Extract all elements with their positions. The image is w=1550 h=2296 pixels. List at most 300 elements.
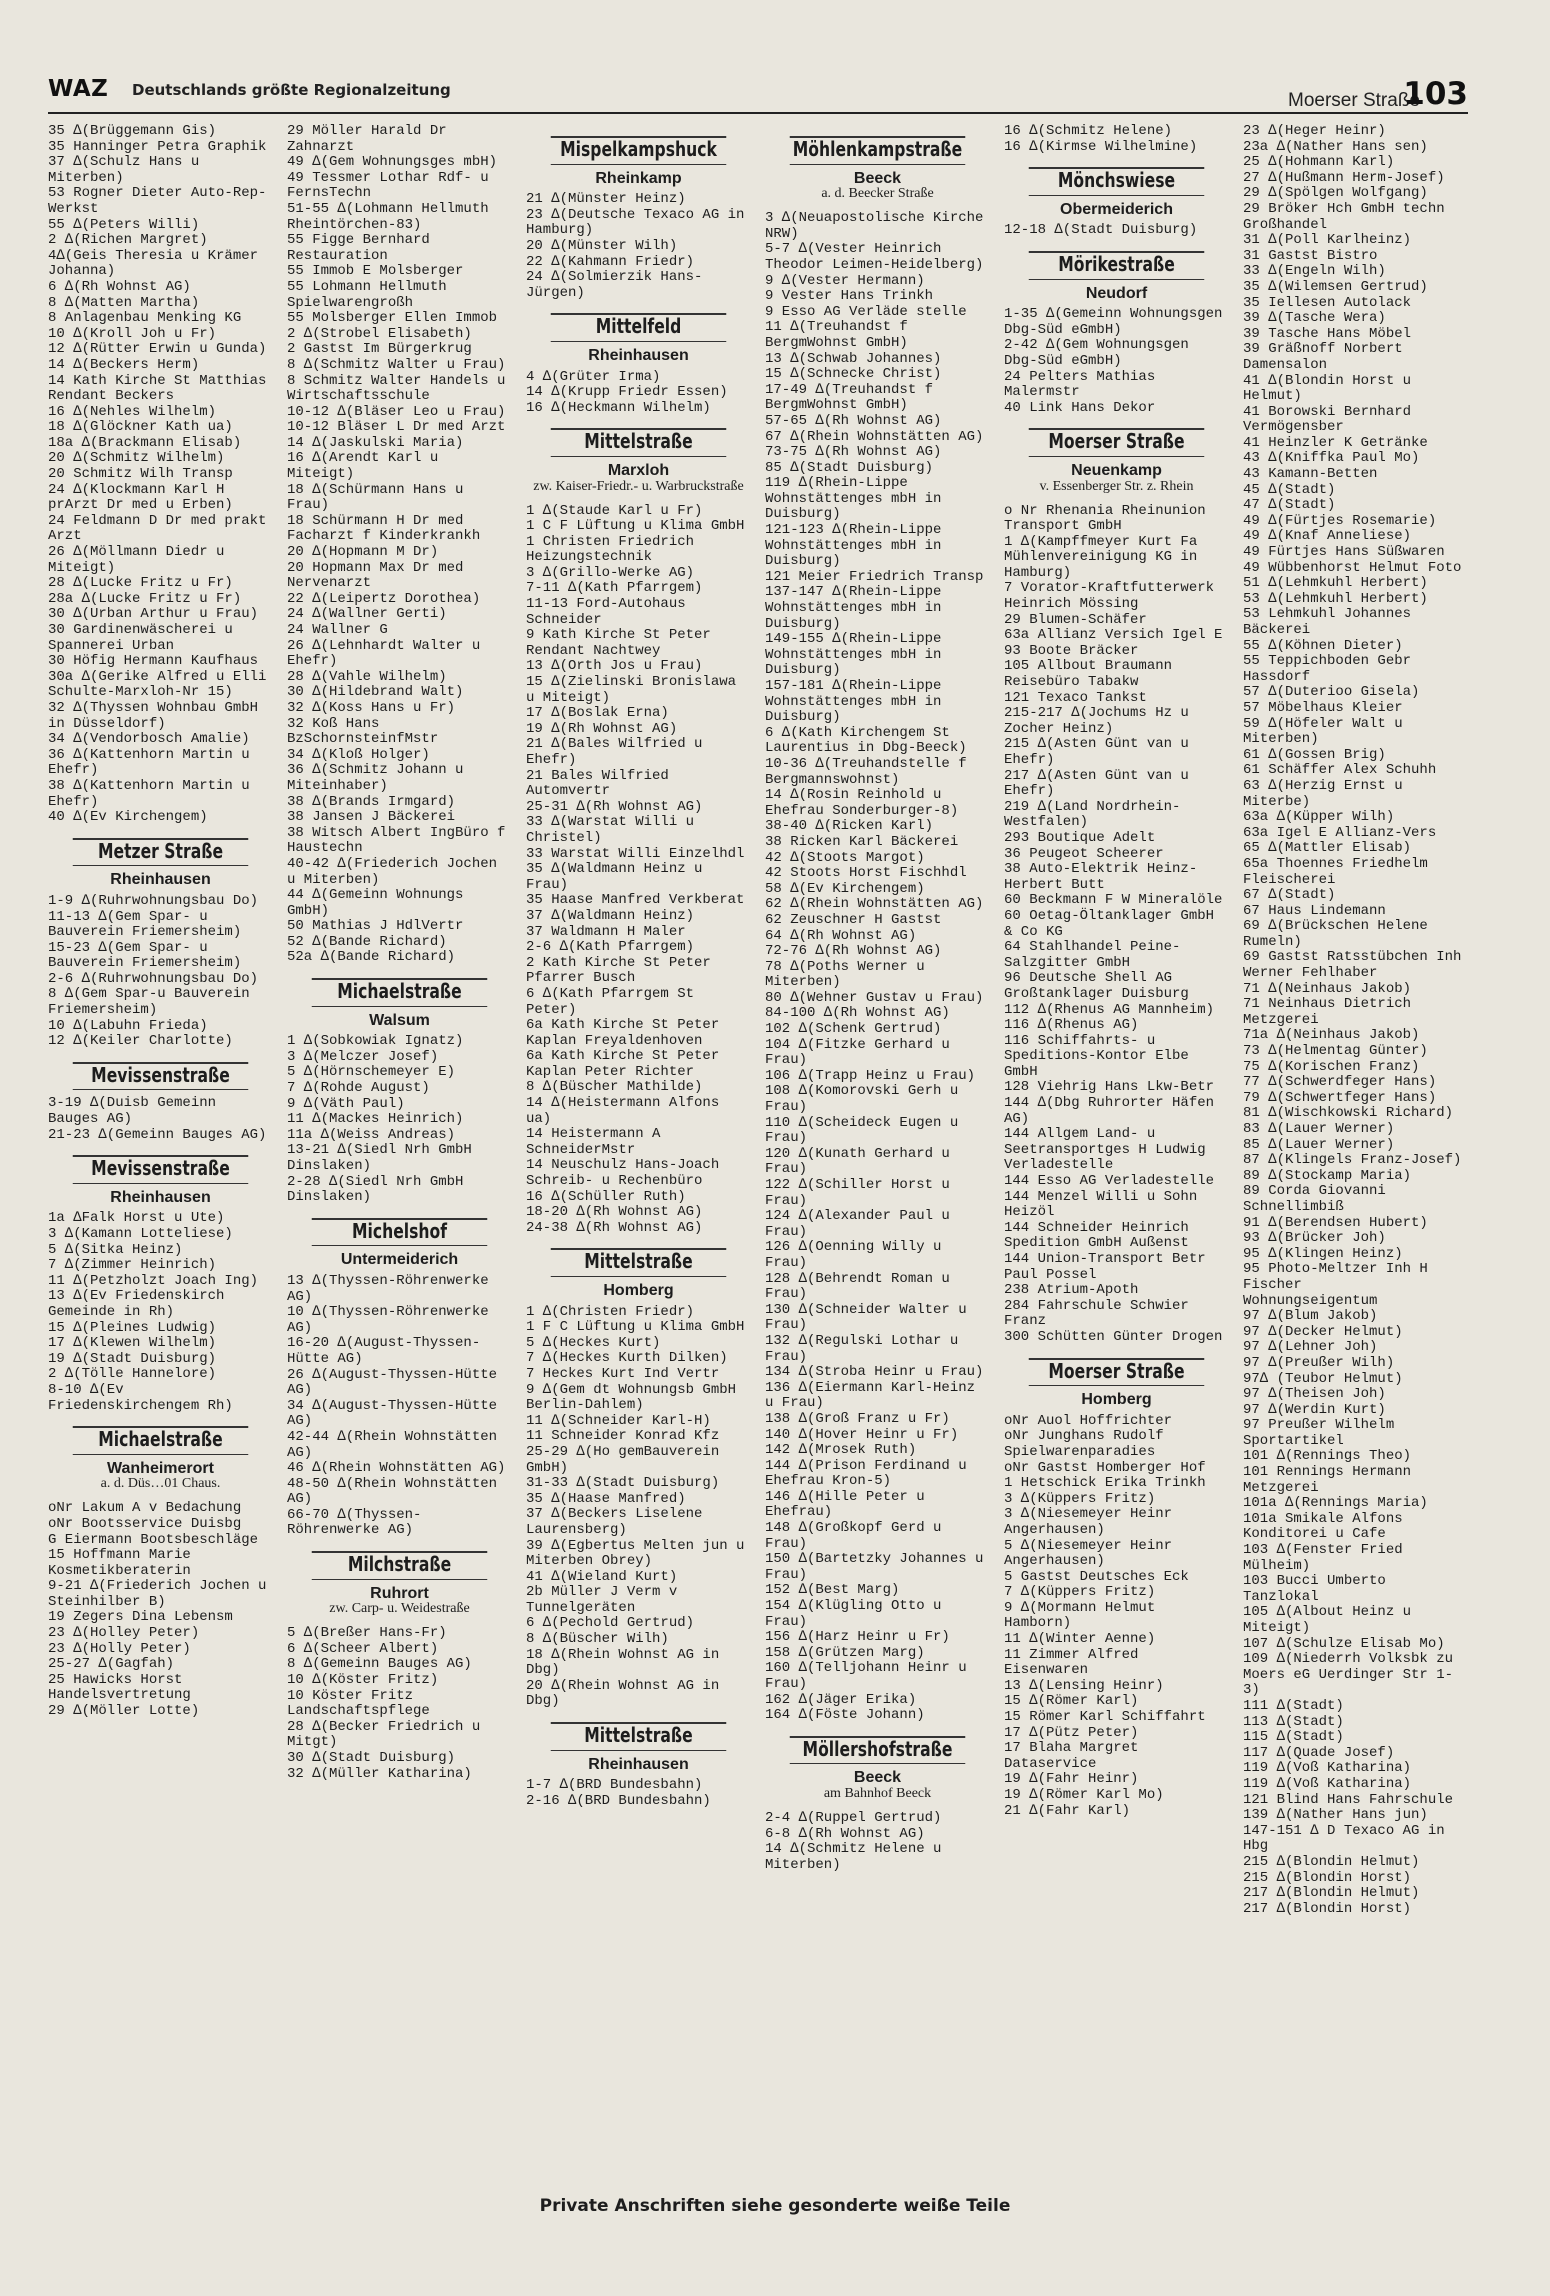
- address-entry: 40 ∆(Ev Kirchengem): [48, 809, 208, 826]
- running-head-street: Moerser Straße: [1288, 90, 1420, 111]
- street-heading: Michaelstraße: [312, 978, 488, 1007]
- address-entry: 93 ∆(Brücker Joh): [1243, 1230, 1386, 1247]
- address-entry: 15 ∆(Zielinski Bronislawa u Miteigt): [526, 674, 737, 706]
- address-entry: 16-20 ∆(August-Thyssen-Hütte AG): [287, 1335, 481, 1367]
- address-entry: 17 ∆(Pütz Peter): [1004, 1724, 1139, 1741]
- address-entry: 1-35 ∆(Gemeinn Wohnungsgen Dbg-Süd eGmbH): [1004, 306, 1223, 338]
- address-entry: 1 C F Lüftung u Klima GmbH: [526, 518, 745, 535]
- address-entry: 4∆(Geis Theresia u Krämer Johanna): [48, 247, 259, 280]
- directory-column: [1004, 124, 1229, 2174]
- address-entry: 12-18 ∆(Stadt Duisburg): [1004, 222, 1198, 239]
- street-location-note: v. Essenberger Str. z. Rhein: [1039, 478, 1194, 494]
- address-entry: 5 ∆(Niesemeyer Heinr Angerhausen): [1004, 1537, 1173, 1570]
- address-entry: 24 ∆(Solmierzik Hans-Jürgen): [526, 269, 703, 301]
- street-section: [48, 838, 273, 888]
- address-entry: 1 Christen Friedrich Heizungstechnik: [526, 533, 695, 566]
- directory-column: [765, 124, 990, 2174]
- address-entry: 55 Teppichboden Gebr Hassdorf: [1243, 653, 1412, 685]
- street-heading: Metzer Straße: [73, 838, 249, 867]
- address-entry: 9 Vester Hans Trinkh: [765, 288, 934, 305]
- address-entry: 18a ∆(Brackmann Elisab): [48, 434, 242, 451]
- street-section: [526, 428, 751, 497]
- address-entry: 112 ∆(Rhenus AG Mannheim): [1004, 1001, 1215, 1018]
- address-entry: 25 Hawicks Horst Handelsvertretung: [48, 1671, 191, 1704]
- address-entry: 96 Deutsche Shell AG Großtanklager Duisburg: [1004, 970, 1189, 1002]
- address-entry: 154 ∆(Klügling Otto u Frau): [765, 1598, 942, 1630]
- address-entry: 73 ∆(Helmentag Günter): [1243, 1043, 1428, 1060]
- address-entry: 7 ∆(Heckes Kurth Dilken): [526, 1350, 728, 1367]
- address-entry: 108 ∆(Komorovski Gerh u Frau): [765, 1083, 959, 1116]
- address-entry: 36 Peugeot Scheerer: [1004, 845, 1164, 862]
- address-entry: 37 ∆(Waldmann Heinz): [526, 907, 695, 924]
- address-entry: 1 ∆(Christen Friedr): [526, 1303, 695, 1320]
- street-section: [48, 1426, 273, 1495]
- masthead: [48, 70, 1468, 114]
- address-entry: 132 ∆(Regulski Lothar u Frau): [765, 1332, 959, 1365]
- address-entry: 128 Viehrig Hans Lkw-Betr: [1004, 1079, 1215, 1096]
- address-entry: 77 ∆(Schwerdfeger Hans): [1243, 1074, 1437, 1091]
- address-entry: 103 Bucci Umberto Tanzlokal: [1243, 1573, 1386, 1605]
- street-heading: Mittelfeld: [551, 313, 727, 342]
- address-entry: 144 Schneider Heinrich Spedition GmbH Außenst: [1004, 1219, 1189, 1252]
- address-entry: 14 ∆(Rosin Reinhold u Ehefrau Sonderburger-8): [765, 787, 959, 819]
- address-entry: oNr Junghans Rudolf Spielwarenparadies: [1004, 1428, 1164, 1460]
- address-entry: 8 ∆(Matten Martha): [48, 294, 200, 311]
- address-entry: 3 ∆(Grillo-Werke AG): [526, 564, 695, 581]
- address-entry: 15 ∆(Pleines Ludwig): [48, 1319, 217, 1336]
- address-entry: 34 ∆(Vendorbosch Amalie): [48, 731, 250, 748]
- address-entry: 147-151 ∆ D Texaco AG in Hbg: [1243, 1822, 1445, 1855]
- address-entry: 37 Waldmann H Maler: [526, 923, 686, 940]
- district-label: Rheinhausen: [588, 346, 689, 364]
- address-entry: 11 ∆(Treuhandst f BergmWohnst GmbH): [765, 319, 908, 351]
- address-entry: 37 ∆(Schulz Hans u Miterben): [48, 154, 200, 186]
- address-entry: 28 ∆(Becker Friedrich u Mitgt): [287, 1718, 481, 1751]
- address-entry: 11 Schneider Konrad Kfz: [526, 1428, 720, 1445]
- address-entry: 13 ∆(Ev Friedenskirch Gemeinde in Rh): [48, 1288, 225, 1320]
- address-entry: 35 ∆(Wilemsen Gertrud): [1243, 278, 1428, 295]
- address-entry: 2b Müller J Verm v Tunnelgeräten: [526, 1584, 678, 1616]
- street-heading: Mittelstraße: [551, 1248, 727, 1277]
- street-section: [765, 136, 990, 205]
- address-entry: 31 Gastst Bistro: [1243, 247, 1378, 264]
- address-entry: 149-155 ∆(Rhein-Lippe Wohnstättenges mbH in Duisburg): [765, 631, 942, 679]
- address-entry: 19 Zegers Dina Lebensm: [48, 1609, 233, 1626]
- address-entry: 97 Preußer Wilhelm Sportartikel: [1243, 1417, 1395, 1449]
- street-section: [1004, 251, 1229, 301]
- address-entry: 52a ∆(Bande Richard): [287, 949, 456, 966]
- address-entry: 2 ∆(Richen Margret): [48, 232, 208, 249]
- address-entry: 35 ∆(Haase Manfred): [526, 1490, 686, 1507]
- street-heading: Möhlenkampstraße: [790, 136, 966, 165]
- address-entry: 5 ∆(Heckes Kurt): [526, 1334, 661, 1351]
- address-entry: 11 ∆(Schneider Karl-H): [526, 1412, 711, 1429]
- address-entry: 40-42 ∆(Friederich Jochen u Miterben): [287, 855, 498, 888]
- address-entry: 38 Witsch Albert IngBüro f Haustechn: [287, 824, 506, 857]
- address-entry: 4 ∆(Grüter Irma): [526, 368, 661, 385]
- address-entry: 57-65 ∆(Rh Wohnst AG): [765, 412, 942, 429]
- address-entry: 49 ∆(Gem Wohnungsges mbH): [287, 154, 498, 171]
- address-entry: 21 ∆(Münster Heinz): [526, 191, 686, 208]
- address-entry: 20 Hopmann Max Dr med Nervenarzt: [287, 559, 464, 592]
- address-entry: 119 ∆(Voß Katharina): [1243, 1775, 1412, 1792]
- street-section: [287, 1218, 512, 1268]
- address-entry: 14 ∆(Schmitz Helene u Miterben): [765, 1841, 942, 1873]
- address-entry: 293 Boutique Adelt: [1004, 829, 1156, 846]
- address-entry: 41 Heinzler K Getränke: [1243, 434, 1428, 451]
- address-entry: 1 F C Lüftung u Klima GmbH: [526, 1319, 745, 1336]
- district-label: Walsum: [369, 1011, 430, 1029]
- district-label: Homberg: [1081, 1391, 1152, 1409]
- address-entry: 19 ∆(Römer Karl Mo): [1004, 1787, 1164, 1803]
- address-entry: 101 Rennings Hermann Metzgerei: [1243, 1464, 1412, 1496]
- address-entry: 7 ∆(Zimmer Heinrich): [48, 1257, 217, 1274]
- address-entry: 52 ∆(Bande Richard): [287, 933, 447, 950]
- street-section: [1004, 1358, 1229, 1408]
- address-entry: 61 ∆(Gossen Brig): [1243, 746, 1386, 763]
- address-entry: 48-50 ∆(Rhein Wohnstätten AG): [287, 1475, 498, 1508]
- address-entry: 20 ∆(Münster Wilh): [526, 237, 678, 254]
- address-entry: 53 Lehmkuhl Johannes Bäckerei: [1243, 606, 1412, 638]
- address-entry: o Nr Rhenania Rheinunion Transport GmbH: [1004, 502, 1206, 535]
- address-entry: 53 Rogner Dieter Auto-Rep-Werkst: [48, 185, 267, 217]
- address-entry: 24-38 ∆(Rh Wohnst AG): [526, 1219, 703, 1236]
- address-entry: 9 Esso AG Verläde stelle: [765, 303, 967, 320]
- street-location-note: am Bahnhof Beeck: [823, 1785, 932, 1801]
- address-entry: 51 ∆(Lehmkuhl Herbert): [1243, 575, 1428, 592]
- address-entry: 35 Hanninger Petra Graphik: [48, 138, 267, 155]
- address-entry: 140 ∆(Hover Heinr u Fr): [765, 1426, 959, 1443]
- address-entry: 58 ∆(Ev Kirchengem): [765, 880, 925, 897]
- address-entry: 16 ∆(Schmitz Helene): [1004, 124, 1173, 139]
- address-entry: 11 Zimmer Alfred Eisenwaren: [1004, 1646, 1139, 1679]
- masthead-brand: WAZ: [48, 76, 109, 102]
- address-entry: 97 ∆(Preußer Wilh): [1243, 1354, 1395, 1371]
- address-entry: 64 Stahlhandel Peine-Salzgitter GmbH: [1004, 939, 1181, 971]
- address-entry: 55 ∆(Köhnen Dieter): [1243, 637, 1403, 654]
- directory-column: [1243, 124, 1468, 2174]
- address-entry: 34 ∆(August-Thyssen-Hütte AG): [287, 1397, 498, 1430]
- address-entry: 29 ∆(Spölgen Wolfgang): [1243, 185, 1428, 202]
- street-heading: Mevissenstraße: [73, 1062, 249, 1091]
- address-entry: 29 Bröker Hch GmbH techn Großhandel: [1243, 200, 1445, 233]
- address-entry: 3 ∆(Melczer Josef): [287, 1048, 439, 1065]
- address-entry: 38 ∆(Kattenhorn Martin u Ehefr): [48, 777, 250, 810]
- address-entry: 21 Bales Wilfried Automvertr: [526, 767, 669, 800]
- address-entry: 1-9 ∆(Ruhrwohnungsbau Do): [48, 892, 259, 909]
- address-entry: 101 ∆(Rennings Theo): [1243, 1448, 1412, 1465]
- address-entry: 63a Igel E Allianz-Vers: [1243, 824, 1437, 841]
- address-entry: 38 ∆(Brands Irmgard): [287, 793, 456, 810]
- district-label: Rheinkamp: [595, 169, 682, 187]
- address-entry: 9 ∆(Vester Hermann): [765, 272, 925, 289]
- district-label: Homberg: [603, 1282, 674, 1299]
- address-entry: 10 ∆(Köster Fritz): [287, 1672, 439, 1689]
- district-label: Rheinhausen: [588, 1755, 689, 1773]
- address-entry: 65a Thoennes Friedhelm Fleischerei: [1243, 855, 1428, 888]
- street-location-note: zw. Kaiser-Friedr.- u. Warbruckstraße: [533, 478, 744, 494]
- address-entry: 25-29 ∆(Ho gemBauverein GmbH): [526, 1443, 720, 1476]
- address-entry: 162 ∆(Jäger Erika): [765, 1691, 917, 1708]
- street-heading: Mispelkampshuck: [551, 136, 727, 165]
- address-entry: 10 Köster Fritz Landschaftspflege: [287, 1687, 430, 1720]
- street-heading: Möllershofstraße: [790, 1736, 966, 1765]
- district-label: Neudorf: [1085, 284, 1148, 302]
- address-entry: 43 ∆(Kniffka Paul Mo): [1243, 450, 1420, 467]
- directory-columns: [48, 124, 1468, 2174]
- address-entry: 30 ∆(Urban Arthur u Frau): [48, 606, 259, 623]
- address-entry: 101a ∆(Rennings Maria): [1243, 1495, 1428, 1512]
- address-entry: 45 ∆(Stadt): [1243, 481, 1336, 498]
- street-heading: Mönchswiese: [1029, 167, 1205, 196]
- directory-column: [287, 124, 512, 2174]
- address-entry: 284 Fahrschule Schwier Franz: [1004, 1297, 1189, 1330]
- address-entry: 17 Blaha Margret Dataservice: [1004, 1740, 1139, 1772]
- address-entry: 60 Oetag-Öltanklager GmbH & Co KG: [1004, 907, 1215, 940]
- address-entry: 15 ∆(Schnecke Christ): [765, 366, 942, 383]
- address-entry: 24 ∆(Klockmann Karl H prArzt Dr med u Erben): [48, 481, 233, 514]
- district-label: Beeck: [853, 169, 902, 187]
- address-entry: 24 Feldmann D Dr med prakt Arzt: [48, 512, 267, 545]
- address-entry: 23 ∆(Heger Heinr): [1243, 124, 1386, 139]
- address-entry: 55 ∆(Peters Willi): [48, 216, 200, 233]
- address-entry: 42 ∆(Stoots Margot): [765, 849, 925, 866]
- address-entry: 14 ∆(Beckers Herm): [48, 356, 200, 373]
- street-heading: Mittelstraße: [551, 428, 727, 457]
- address-entry: oNr Auol Hoffrichter: [1004, 1412, 1173, 1429]
- street-location-note: zw. Carp- u. Weidestraße: [329, 1601, 470, 1617]
- address-entry: 13 ∆(Schwab Johannes): [765, 350, 942, 367]
- address-entry: 17 ∆(Boslak Erna): [526, 705, 669, 722]
- address-entry: 219 ∆(Land Nordrhein-Westfalen): [1004, 798, 1181, 831]
- address-entry: 2-16 ∆(BRD Bundesbahn): [526, 1792, 711, 1809]
- address-entry: 14 ∆(Heistermann Alfons ua): [526, 1095, 720, 1127]
- address-entry: 35 Haase Manfred Verkberat: [526, 892, 745, 909]
- address-entry: 75 ∆(Korischen Franz): [1243, 1058, 1420, 1075]
- address-entry: 144 ∆(Prison Ferdinand u Ehefrau Kron-5): [765, 1457, 967, 1490]
- address-entry: 29 Blumen-Schäfer: [1004, 611, 1147, 628]
- address-entry: 16 ∆(Schüller Ruth): [526, 1188, 686, 1205]
- address-entry: 217 ∆(Blondin Helmut): [1243, 1885, 1420, 1902]
- address-entry: 32 ∆(Thyssen Wohnbau GmbH in Düsseldorf): [48, 699, 259, 732]
- address-entry: 121-123 ∆(Rhein-Lippe Wohnstättenges mbH in Duisburg): [765, 522, 942, 570]
- address-entry: 42 Stoots Horst Fischhdl: [765, 865, 967, 882]
- address-entry: 60 Beckmann F W Mineralöle: [1004, 892, 1223, 909]
- address-entry: 95 Photo-Meltzer Inh H Fischer: [1243, 1261, 1428, 1293]
- address-entry: 6 ∆(Scheer Albert): [287, 1640, 439, 1657]
- address-entry: 38 Ricken Karl Bäckerei: [765, 833, 959, 850]
- address-entry: 20 ∆(Hopmann M Dr): [287, 544, 439, 561]
- address-entry: 42-44 ∆(Rhein Wohnstätten AG): [287, 1428, 498, 1461]
- address-entry: 8 ∆(Gemeinn Bauges AG): [287, 1656, 472, 1673]
- address-entry: 85 ∆(Stadt Duisburg): [765, 459, 934, 476]
- address-entry: 137-147 ∆(Rhein-Lippe Wohnstättenges mbH in Duisburg): [765, 584, 942, 632]
- street-heading: Moerser Straße: [1029, 428, 1205, 457]
- address-entry: 8 ∆(Büscher Wilh): [526, 1631, 669, 1648]
- address-entry: 25-27 ∆(Gagfah): [48, 1656, 175, 1673]
- address-entry: 55 Lohmann Hellmuth Spielwarengroßh: [287, 278, 447, 311]
- address-entry: 18 ∆(Glöckner Kath ua): [48, 419, 233, 436]
- address-entry: 35 Iellesen Autolack: [1243, 294, 1412, 311]
- address-entry: 30 ∆(Stadt Duisburg): [287, 1750, 456, 1766]
- address-entry: 91 ∆(Berendsen Hubert): [1243, 1214, 1428, 1231]
- street-section: [1004, 167, 1229, 217]
- street-heading: Mevissenstraße: [73, 1155, 249, 1184]
- address-entry: 36 ∆(Kattenhorn Martin u Ehefr): [48, 746, 250, 779]
- address-entry: 6 ∆(Rh Wohnst AG): [48, 278, 191, 295]
- address-entry: 128 ∆(Behrendt Roman u Frau): [765, 1270, 950, 1303]
- address-entry: 89 Corda Giovanni Schnellimbiß: [1243, 1183, 1386, 1215]
- address-entry: 40 Link Hans Dekor: [1004, 399, 1156, 416]
- address-entry: 144 Allgem Land- u Seetransportges H Ludwig Verladestelle: [1004, 1126, 1206, 1174]
- address-entry: 49 Tessmer Lothar Rdf- u FernsTechn: [287, 169, 489, 202]
- directory-column: [526, 124, 751, 2174]
- address-entry: 30 Gardinenwäscherei u Spannerei Urban: [48, 622, 233, 654]
- address-entry: 7 ∆(Rohde August): [287, 1080, 430, 1097]
- masthead-tagline: Deutschlands größte Regionalzeitung: [132, 81, 451, 99]
- address-entry: 150 ∆(Bartetzky Johannes u Frau): [765, 1551, 984, 1583]
- address-entry: 41 ∆(Wieland Kurt): [526, 1568, 678, 1585]
- address-entry: 102 ∆(Schenk Gertrud): [765, 1021, 942, 1038]
- address-entry: 105 ∆(Albout Heinz u Miteigt): [1243, 1604, 1412, 1636]
- address-entry: 71 Neinhaus Dietrich Metzgerei: [1243, 996, 1412, 1028]
- address-entry: 84-100 ∆(Rh Wohnst AG): [765, 1005, 950, 1022]
- street-section: [1004, 428, 1229, 497]
- address-entry: 2-6 ∆(Kath Pfarrgem): [526, 939, 695, 956]
- address-entry: 1 ∆(Sobkowiak Ignatz): [287, 1033, 464, 1050]
- address-entry: 6 ∆(Kath Kirchengem St Laurentius in Dbg-Beeck): [765, 724, 967, 757]
- address-entry: 81 ∆(Wischkowski Richard): [1243, 1105, 1454, 1122]
- address-entry: 69 Gastst Ratsstübchen Inh Werner Fehlhaber: [1243, 949, 1462, 982]
- address-entry: 116 ∆(Rhenus AG): [1004, 1017, 1139, 1034]
- address-entry: 7 Heckes Kurt Ind Vertr: [526, 1365, 720, 1382]
- address-entry: 23 ∆(Deutsche Texaco AG in Hamburg): [526, 206, 745, 239]
- address-entry: 51-55 ∆(Lohmann Hellmuth Rheintörchen-83): [287, 200, 489, 233]
- address-entry: 5 ∆(Sitka Heinz): [48, 1241, 183, 1258]
- address-entry: 8 Schmitz Walter Handels u Wirtschaftsschule: [287, 372, 506, 405]
- address-entry: 16 ∆(Arendt Karl u Miteigt): [287, 450, 439, 483]
- address-entry: 14 ∆(Jaskulski Maria): [287, 434, 464, 451]
- address-entry: 55 Molsberger Ellen Immob: [287, 310, 498, 327]
- address-entry: 9 ∆(Väth Paul): [287, 1095, 405, 1112]
- address-entry: 144 Union-Transport Betr Paul Possel: [1004, 1251, 1206, 1283]
- address-entry: 36 ∆(Schmitz Johann u Miteinhaber): [287, 762, 464, 794]
- address-entry: 41 Borowski Bernhard Vermögensber: [1243, 403, 1412, 436]
- address-entry: 62 Zeuschner H Gastst: [765, 911, 942, 928]
- address-entry: 19 ∆(Rh Wohnst AG): [526, 720, 678, 737]
- address-entry: 35 ∆(Waldmann Heinz u Frau): [526, 861, 703, 893]
- street-section: [526, 313, 751, 363]
- address-entry: oNr Lakum A v Bedachung: [48, 1500, 242, 1517]
- address-entry: 5-7 ∆(Vester Heinrich Theodor Leimen-Heidelberg): [765, 241, 984, 273]
- address-entry: 1-7 ∆(BRD Bundesbahn): [526, 1777, 703, 1794]
- address-entry: 46 ∆(Rhein Wohnstätten AG): [287, 1460, 506, 1477]
- address-entry: 3 ∆(Niesemeyer Heinr Angerhausen): [1004, 1506, 1173, 1538]
- address-entry: 1a ∆Falk Horst u Ute): [48, 1210, 225, 1227]
- address-entry: 28 ∆(Vahle Wilhelm): [287, 668, 447, 685]
- address-entry: 157-181 ∆(Rhein-Lippe Wohnstättenges mbH in Duisburg): [765, 678, 942, 726]
- address-entry: 32 Koß Hans BzSchornsteinfMstr: [287, 715, 439, 748]
- address-entry: 6 ∆(Pechold Gertrud): [526, 1615, 695, 1632]
- address-entry: 6-8 ∆(Rh Wohnst AG): [765, 1825, 925, 1842]
- address-entry: 26 ∆(August-Thyssen-Hütte AG): [287, 1366, 498, 1399]
- address-entry: 1 ∆(Kampffmeyer Kurt Fa Mühlenvereinigung KG in Hamburg): [1004, 533, 1198, 581]
- address-entry: 97 ∆(Decker Helmut): [1243, 1323, 1403, 1340]
- address-entry: 16 ∆(Kirmse Wilhelmine): [1004, 138, 1198, 155]
- address-entry: 30 ∆(Hildebrand Walt): [287, 684, 464, 701]
- address-entry: 66-70 ∆(Thyssen-Röhrenwerke AG): [287, 1506, 422, 1539]
- address-entry: 29 ∆(Möller Lotte): [48, 1703, 200, 1720]
- address-entry: 119 ∆(Voß Katharina): [1243, 1760, 1412, 1777]
- address-entry: 3 ∆(Kamann Lotteliese): [48, 1226, 233, 1242]
- address-entry: 217 ∆(Blondin Horst): [1243, 1900, 1412, 1917]
- address-entry: 38-40 ∆(Ricken Karl): [765, 818, 934, 835]
- address-entry: 24 Wallner G: [287, 622, 388, 638]
- address-entry: 24 ∆(Wallner Gerti): [287, 606, 447, 623]
- street-section: [48, 1155, 273, 1205]
- street-section: [765, 1736, 990, 1805]
- address-entry: 49 Fürtjes Hans Süßwaren: [1243, 544, 1445, 561]
- street-section: [526, 136, 751, 186]
- address-entry: 164 ∆(Föste Johann): [765, 1707, 925, 1724]
- address-entry: 61 Schäffer Alex Schuhh: [1243, 762, 1437, 779]
- address-entry: 55 Immob E Molsberger: [287, 263, 464, 280]
- address-entry: 39 Tasche Hans Möbel: [1243, 325, 1412, 342]
- address-entry: 2-28 ∆(Siedl Nrh GmbH Dinslaken): [287, 1173, 464, 1206]
- address-entry: 78 ∆(Poths Werner u Miterben): [765, 958, 925, 991]
- address-entry: 126 ∆(Oenning Willy u Frau): [765, 1239, 942, 1271]
- address-entry: 30a ∆(Gerike Alfred u Elli Schulte-Marxloh-Nr 15): [48, 668, 267, 701]
- address-entry: 2-42 ∆(Gem Wohnungsgen Dbg-Süd eGmbH): [1004, 337, 1189, 369]
- address-entry: 12 ∆(Rütter Erwin u Gunda): [48, 341, 267, 358]
- address-entry: 107 ∆(Schulze Elisab Mo): [1243, 1635, 1445, 1652]
- address-entry: 116 Schiffahrts- u Speditions-Kontor Elbe GmbH: [1004, 1032, 1189, 1080]
- address-entry: 59 ∆(Höfeler Walt u Miterben): [1243, 715, 1403, 748]
- address-entry: 124 ∆(Alexander Paul u Frau): [765, 1208, 950, 1240]
- address-entry: 9 Kath Kirche St Peter Rendant Nachtwey: [526, 627, 711, 659]
- address-entry: 10-36 ∆(Treuhandstelle f Bergmannswohnst): [765, 755, 967, 788]
- address-entry: 2-4 ∆(Ruppel Gertrud): [765, 1809, 942, 1826]
- address-entry: 130 ∆(Schneider Walter u Frau): [765, 1301, 967, 1334]
- address-entry: 5 Gastst Deutsches Eck: [1004, 1568, 1189, 1585]
- address-entry: 300 Schütten Günter Drogen: [1004, 1328, 1223, 1345]
- address-entry: 57 ∆(Duterioo Gisela): [1243, 684, 1420, 701]
- address-entry: 7 Vorator-Kraftfutterwerk Heinrich Mössing: [1004, 580, 1215, 613]
- address-entry: 47 ∆(Stadt): [1243, 497, 1336, 514]
- address-entry: 113 ∆(Stadt): [1243, 1713, 1344, 1730]
- address-entry: 138 ∆(Groß Franz u Fr): [765, 1410, 950, 1427]
- address-entry: 67 Haus Lindemann: [1243, 902, 1386, 919]
- address-entry: 148 ∆(Großkopf Gerd u Frau): [765, 1520, 942, 1552]
- address-entry: 11-13 Ford-Autohaus Schneider: [526, 596, 686, 628]
- address-entry: 215 ∆(Blondin Horst): [1243, 1869, 1412, 1886]
- address-entry: 79 ∆(Schwertfeger Hans): [1243, 1089, 1437, 1106]
- address-entry: 8-10 ∆(Ev Friedenskirchengem Rh): [48, 1381, 233, 1414]
- address-entry: 87 ∆(Klingels Franz-Josef): [1243, 1152, 1462, 1169]
- address-entry: 15 Römer Karl Schiffahrt: [1004, 1709, 1206, 1726]
- address-entry: 8 Anlagenbau Menking KG: [48, 310, 242, 327]
- address-entry: 104 ∆(Fitzke Gerhard u Frau): [765, 1036, 950, 1069]
- address-entry: 23 ∆(Holley Peter): [48, 1625, 200, 1642]
- address-entry: Wohnungseigentum: [1243, 1292, 1378, 1309]
- address-entry: 144 Menzel Willi u Sohn Heizöl: [1004, 1188, 1198, 1221]
- address-entry: 31 ∆(Poll Karlheinz): [1243, 232, 1412, 249]
- address-entry: 39 ∆(Egbertus Melten jun u Miterben Obrey): [526, 1537, 745, 1570]
- address-entry: 15 ∆(Römer Karl): [1004, 1693, 1139, 1710]
- address-entry: 109 ∆(Niederrh Volksbk zu Moers eG Uerdinger Str 1-3): [1243, 1651, 1454, 1699]
- address-entry: 11a ∆(Weiss Andreas): [287, 1126, 456, 1143]
- address-entry: 111 ∆(Stadt): [1243, 1697, 1344, 1714]
